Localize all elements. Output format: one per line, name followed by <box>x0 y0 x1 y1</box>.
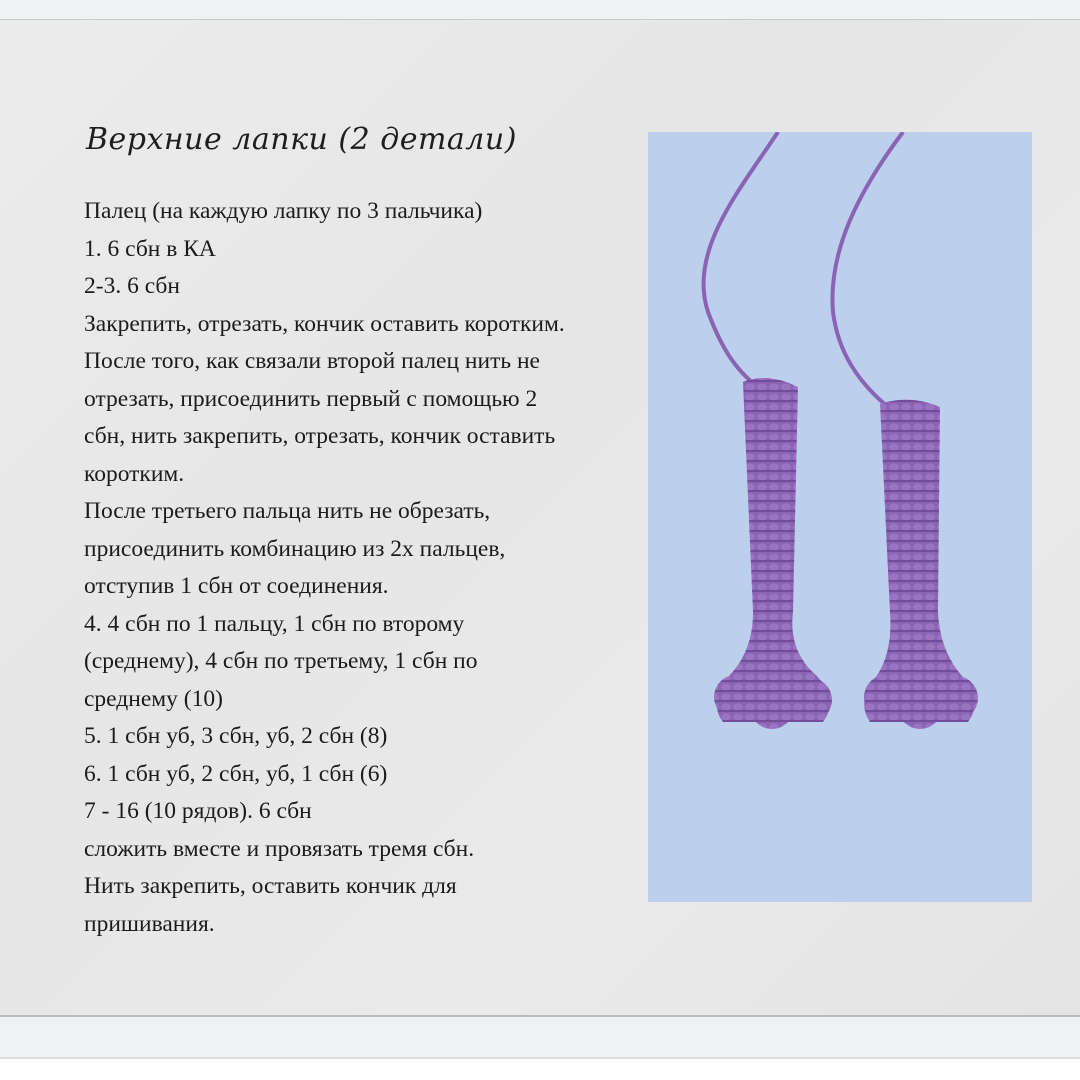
top-strip <box>0 0 1080 20</box>
instruction-line: присоединить комбинацию из 2х пальцев, <box>84 535 506 562</box>
instruction-line: 2-3. 6 сбн <box>84 273 180 299</box>
crochet-paws-photo <box>648 132 1032 902</box>
instruction-line: коротким. <box>84 460 185 487</box>
bottom-strip <box>0 1015 1080 1059</box>
pattern-instructions <box>84 193 654 943</box>
instruction-line: среднему (10) <box>84 685 223 712</box>
instruction-line: 4. 4 сбн по 1 пальцу, 1 сбн по второму <box>84 610 465 637</box>
instruction-line: Закрепить, отрезать, кончик оставить коротким. <box>84 310 565 337</box>
instruction-line: 6. 1 сбн уб, 2 сбн, уб, 1 сбн (6) <box>84 760 388 787</box>
instruction-line: После того, как связали второй палец нить не <box>84 348 540 374</box>
yarn-tail <box>832 132 903 407</box>
instruction-line: Нить закрепить, оставить кончик для <box>84 873 457 899</box>
instruction-line: Палец (на каждую лапку по 3 пальчика) <box>84 198 483 224</box>
page-title: Верхние лапки (2 детали) <box>86 122 517 157</box>
instruction-line: отрезать, присоединить первый с помощью 2 <box>84 385 538 412</box>
left-paw <box>714 378 832 729</box>
yarn-tail <box>703 132 778 387</box>
instruction-line: 1. 6 сбн в КА <box>84 235 216 262</box>
instruction-line: 7 - 16 (10 рядов). 6 сбн <box>84 798 312 824</box>
instruction-line: После третьего пальца нить не обрезать, <box>84 498 491 524</box>
instruction-line: отступив 1 сбн от соединения. <box>84 573 389 599</box>
instruction-line: сложить вместе и провязать тремя сбн. <box>84 835 475 862</box>
instruction-line: пришивания. <box>84 910 215 937</box>
instruction-line: сбн, нить закрепить, отрезать, кончик оставить <box>84 423 556 449</box>
right-paw <box>864 400 978 729</box>
instruction-line: 5. 1 сбн уб, 3 сбн, уб, 2 сбн (8) <box>84 723 388 749</box>
instruction-line: (среднему), 4 сбн по третьему, 1 сбн по <box>84 648 478 674</box>
